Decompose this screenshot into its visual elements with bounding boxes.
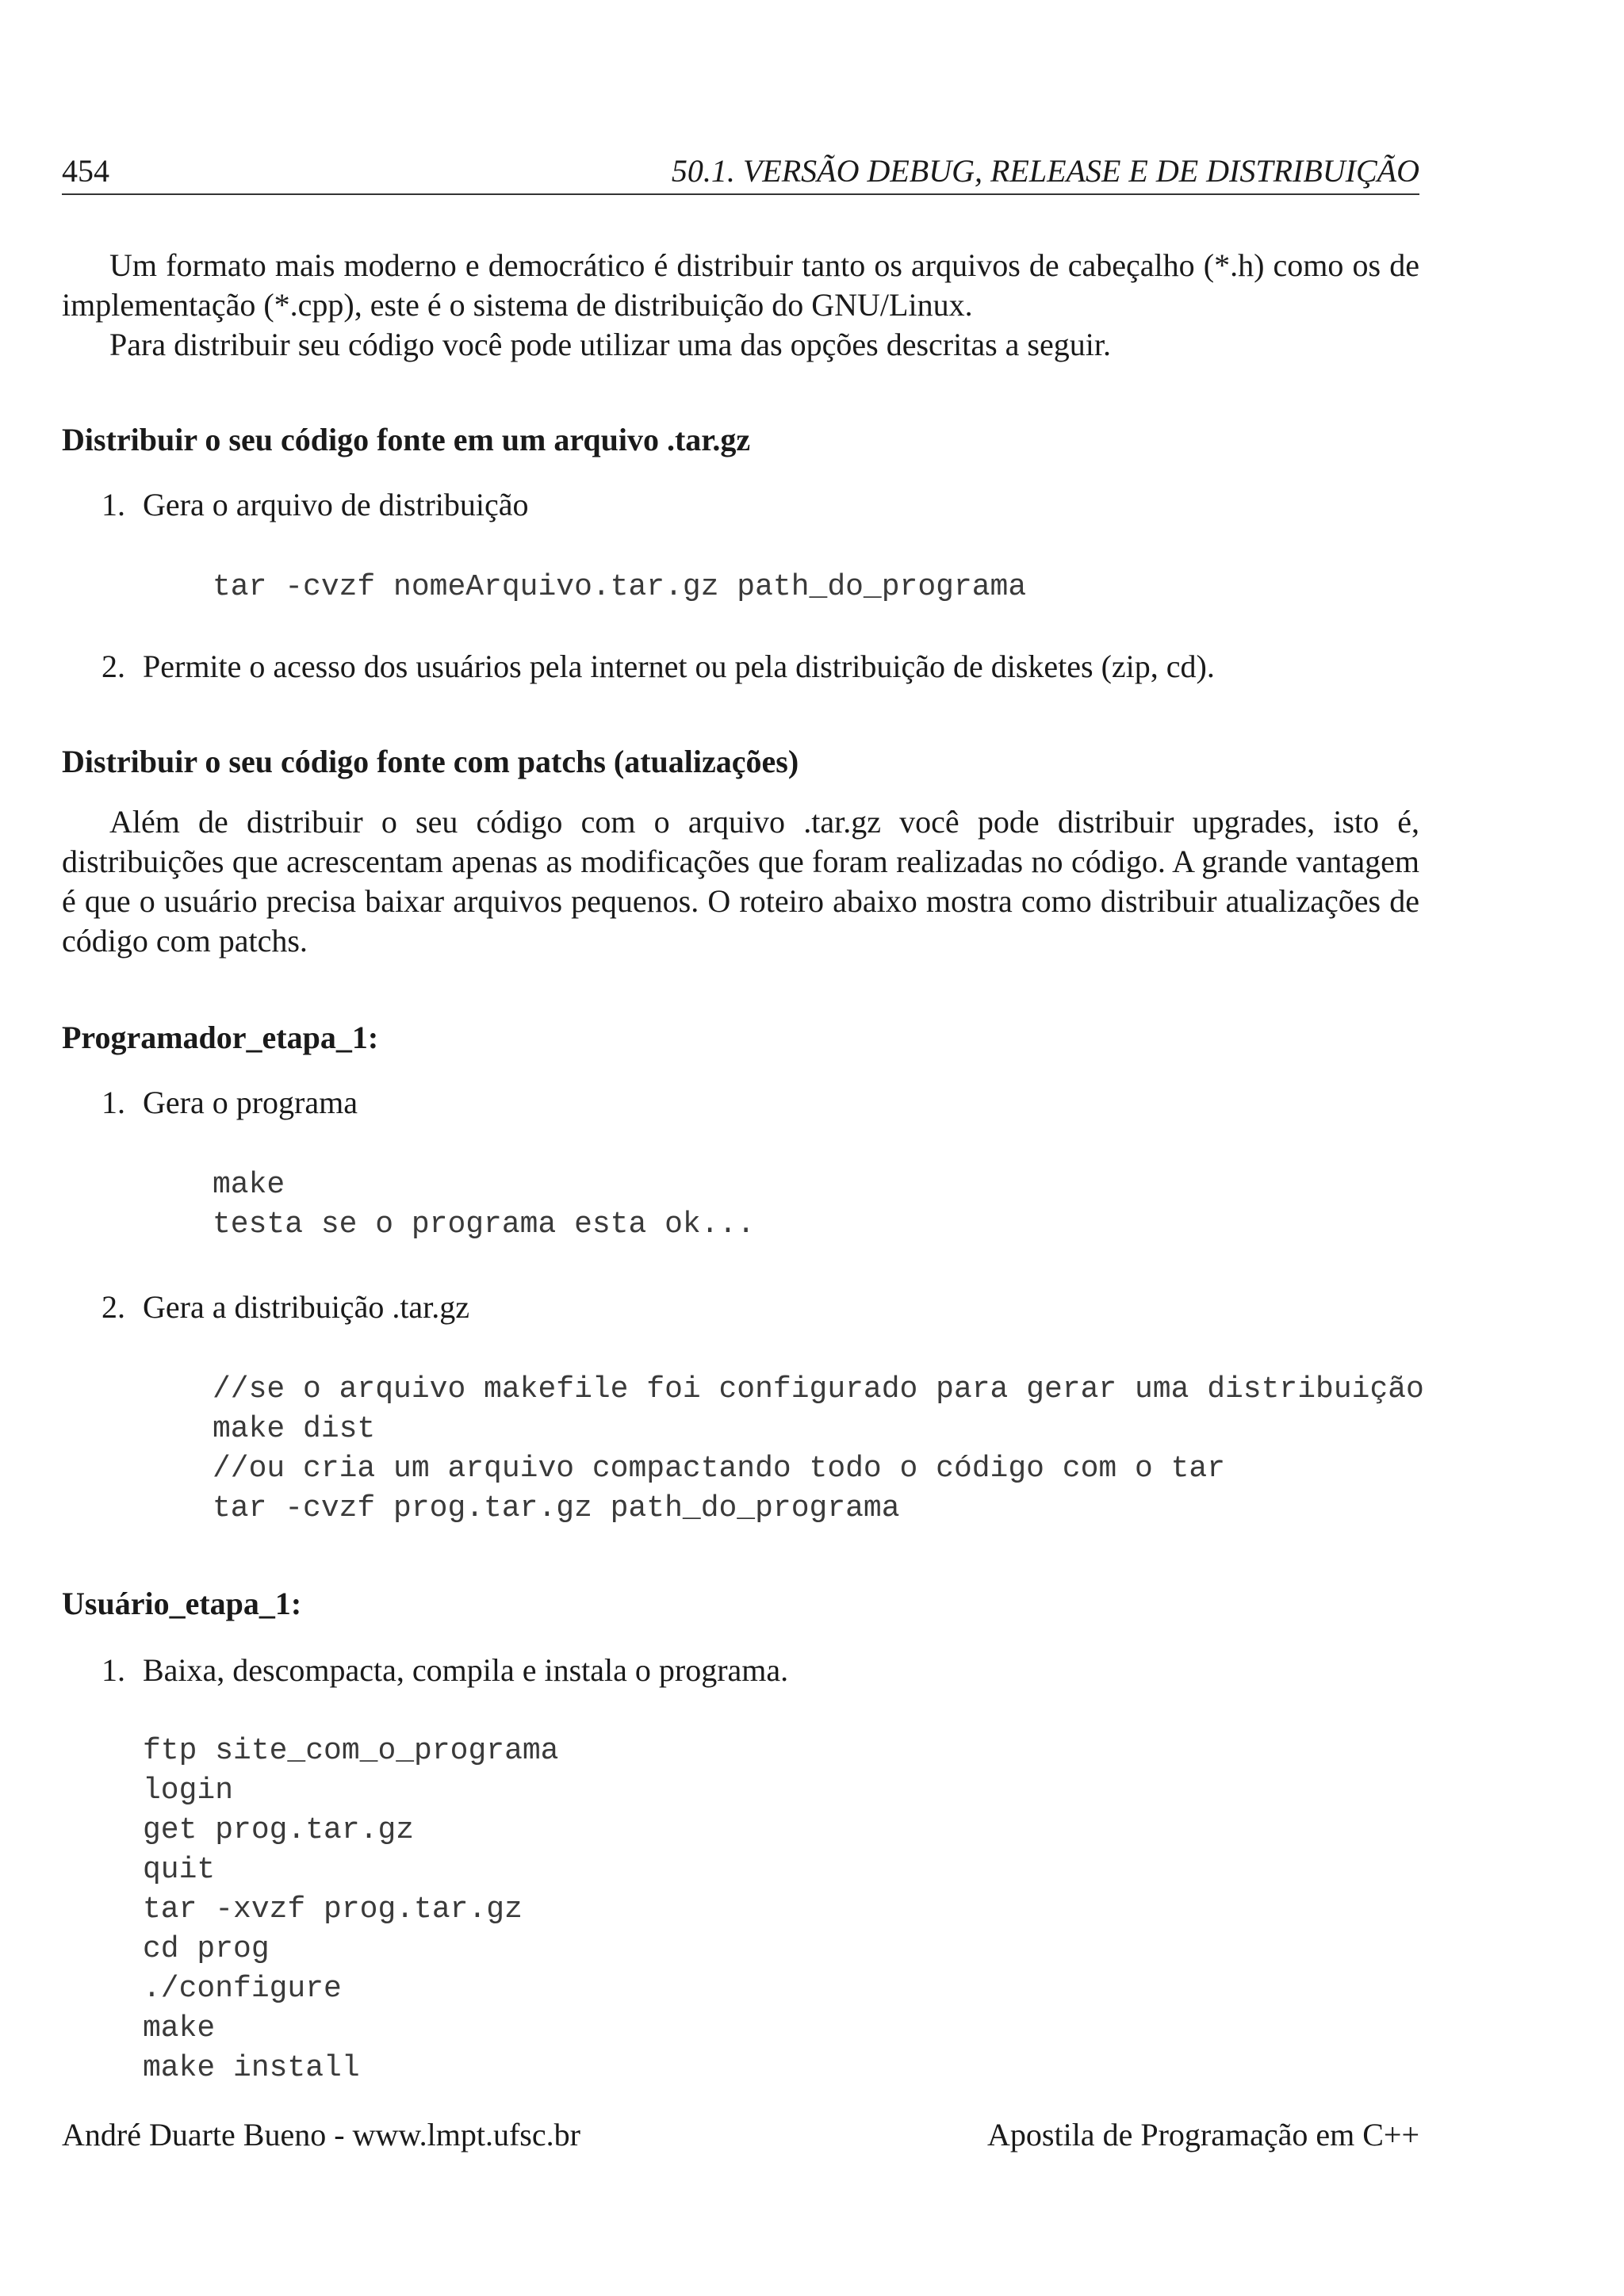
footer-author: André Duarte Bueno - www.lmpt.ufsc.br (62, 2117, 580, 2152)
code-block: //se o arquivo makefile foi configurado para gerar uma distribuição make dist //ou cria um arquivo compactando todo o código com o tar tar -cvzf prog.tar.gz path_do_programa (213, 1372, 1424, 1525)
heading-usuario-etapa-1: Usuário_etapa_1: (62, 1586, 302, 1621)
list-item-text: Gera a distribuição .tar.gz (143, 1289, 470, 1325)
intro-paragraph-1: Um formato mais moderno e democrático é distribuir tanto os arquivos de cabeçalho (*.h) como os de implementação (*.cpp), este é o sistema de distribuição do GNU/Linux. (62, 247, 1419, 323)
section-heading-patchs: Distribuir o seu código fonte com patchs (atualizações) (62, 744, 799, 779)
page-number: 454 (62, 153, 109, 189)
list-item-text: Gera o arquivo de distribuição (143, 487, 529, 522)
heading-programador-etapa-1: Programador_etapa_1: (62, 1020, 379, 1055)
list-number: 1. (102, 1652, 125, 1688)
list-number: 1. (102, 1085, 125, 1120)
intro-paragraph-2: Para distribuir seu código você pode utilizar uma das opções descritas a seguir. (109, 327, 1111, 362)
list-item-text: Permite o acesso dos usuários pela internet ou pela distribuição de disketes (zip, cd). (143, 649, 1215, 684)
running-header (62, 149, 1419, 195)
patchs-paragraph: Além de distribuir o seu código com o arquivo .tar.gz você pode distribuir upgrades, isto é, distribuições que acrescentam apenas as modificações que foram realizadas no código. A grande vantagem é que o usuário precisa baixar arquivos pequenos. O roteiro abaixo mostra como distribuir atualizações de código com patchs. (62, 804, 1419, 959)
chapter-title: 50.1. VERSÃO DEBUG, RELEASE E DE DISTRIBUIÇÃO (671, 153, 1419, 189)
section-heading-targz: Distribuir o seu código fonte em um arquivo .tar.gz (62, 422, 751, 457)
list-item-text: Gera o programa (143, 1085, 358, 1120)
code-block: make testa se o programa esta ok... (213, 1168, 756, 1242)
list-number: 1. (102, 487, 125, 522)
code-block: ftp site_com_o_programa login get prog.tar.gz quit tar -xvzf prog.tar.gz cd prog ./configure make make install (143, 1734, 559, 2085)
list-item-text: Baixa, descompacta, compila e instala o programa. (143, 1652, 789, 1688)
footer-book-title: Apostila de Programação em C++ (987, 2117, 1419, 2152)
list-number: 2. (102, 649, 125, 684)
list-number: 2. (102, 1289, 125, 1325)
code-block: tar -cvzf nomeArquivo.tar.gz path_do_programa (213, 570, 1027, 604)
